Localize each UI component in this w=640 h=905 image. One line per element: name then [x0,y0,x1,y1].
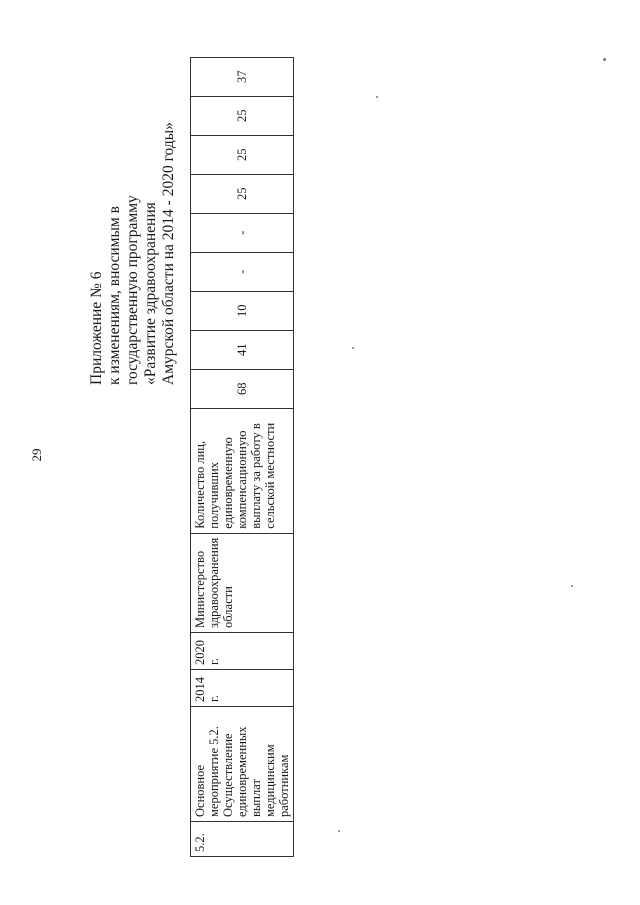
scan-speck [571,585,573,587]
value-2020b: 25 [235,109,249,122]
value-2014: 68 [235,382,249,395]
measures-table [190,57,294,857]
scan-speck [603,58,606,61]
value-cell [191,135,294,174]
row-number: 5.2. [191,822,294,857]
table-row [191,57,294,856]
value-cell [191,291,294,330]
value-cell [191,330,294,369]
appendix-line: «Развитие здравоохранения [142,202,159,385]
value-2016: 10 [235,304,249,317]
appendix-line: к изменениям, вносимым в [106,206,123,385]
value-2019: 25 [235,187,249,200]
value-cell [191,369,294,408]
appendix-heading [88,5,178,385]
value-2018: - [235,230,249,235]
appendix-title: Приложение № 6 [88,271,105,385]
indicator: Количество лиц, получивших единовременную компенсационную выплату за работу в сельской местности [191,408,294,533]
measure-name: Основное мероприятие 5.2. Осуществление единовременных выплат медицинским работникам [191,707,294,822]
appendix-line: Амурской области на 2014 - 2020 годы» [160,122,177,385]
start-year: 2014 г. [191,670,294,707]
value-cell [191,174,294,213]
value-2017: - [235,269,249,274]
executor: Министерство здравоохранения области [191,533,294,632]
appendix-line: государственную программу [124,195,141,385]
scan-speck [338,830,340,832]
value-2015: 41 [235,343,249,356]
scan-speck [376,96,378,98]
value-cell [191,252,294,291]
value-2020a: 25 [235,148,249,161]
page-number: 29 [29,448,44,462]
value-cell [191,96,294,135]
scan-speck [352,347,354,349]
value-cell [191,57,294,96]
end-year: 2020 г. [191,633,294,670]
value-cell [191,213,294,252]
value-total: 37 [235,70,249,83]
